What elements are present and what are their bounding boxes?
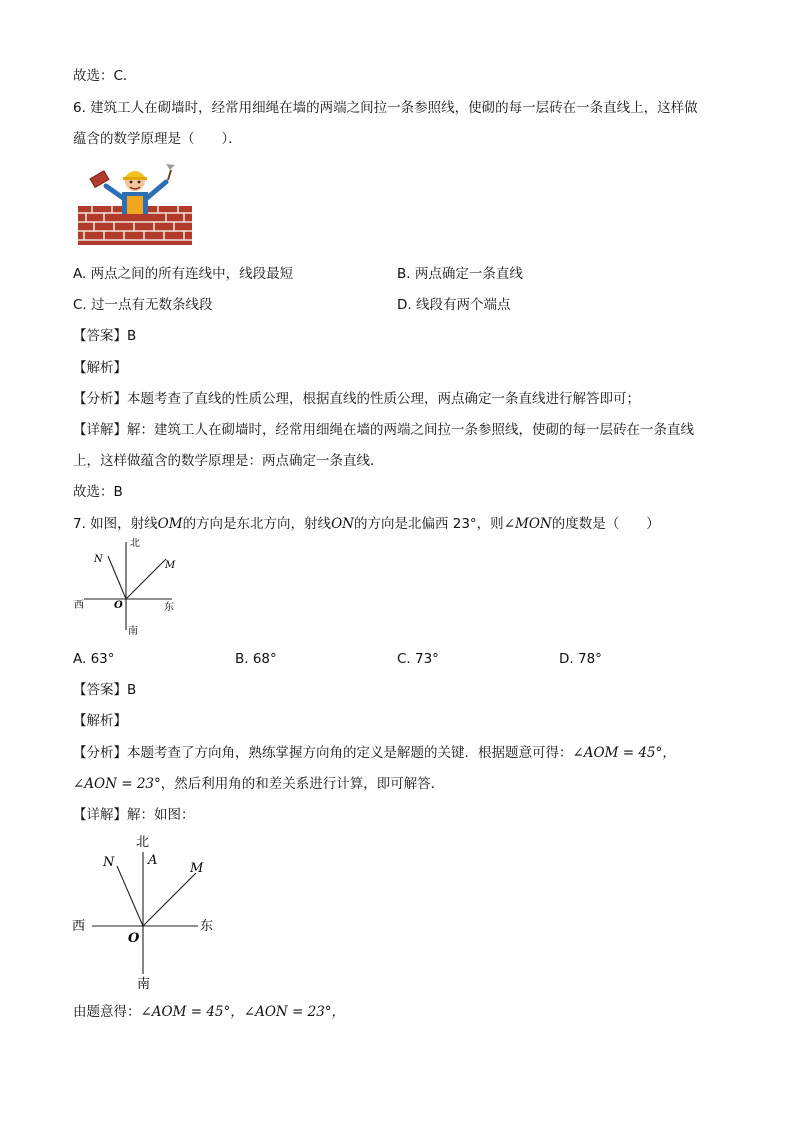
ray-on-line	[108, 556, 126, 599]
q7-xiangjie	[73, 805, 195, 825]
q5-conclusion: 故选：C．	[73, 68, 137, 84]
trowel	[166, 164, 175, 180]
q7-answer: 【答案】B	[73, 682, 137, 698]
label-north: 北	[130, 538, 140, 549]
sol-label-east: 东	[200, 919, 214, 934]
q7-stem-suffix: 的度数是（ ）	[551, 516, 660, 532]
q7-given-eq: ∠AOM = 45°，∠AON = 23°，	[140, 1004, 346, 1020]
q7-fenxi-text1: 本题考查了方向角，熟练掌握方向角的定义是解题的关键．根据题意可得：	[127, 745, 573, 761]
q6-conclusion: 故选：B	[73, 484, 123, 500]
sol-label-west: 西	[72, 919, 86, 934]
q7-fenxi-line2	[73, 774, 444, 794]
q6-analysis-title: 【解析】	[73, 360, 127, 376]
q7-analysis-title: 【解析】	[73, 713, 127, 729]
q6-xiangjie-text1: 解：建筑工人在砌墙时，经常用细绳在墙的两端之间拉一条参照线，使砌的每一层砖在一条直线	[127, 422, 694, 438]
label-o: O	[114, 600, 123, 611]
sol-ray-on-line	[117, 866, 143, 926]
q7-direction-figure	[72, 538, 184, 640]
q7-fenxi-text2: ，然后利用角的和差关系进行计算，即可解答．	[160, 776, 445, 792]
ray-om: OM	[157, 516, 183, 532]
sol-label-o: O	[128, 931, 140, 946]
label-west: 西	[74, 600, 84, 611]
q6-option-d: D. 线段有两个端点	[397, 297, 511, 313]
q6-xiangjie-label: 【详解】	[73, 422, 127, 438]
q7-fenxi-line1	[73, 743, 676, 763]
sol-ray-om-line	[143, 873, 196, 926]
bricklayer-illustration	[76, 164, 194, 246]
q6-option-a: A. 两点之间的所有连线中，线段最短	[73, 266, 294, 282]
q6-xiangjie-line1	[73, 420, 694, 440]
q7-fenxi-label: 【分析】	[73, 745, 127, 761]
label-n: N	[94, 554, 103, 565]
q6-option-b: B. 两点确定一条直线	[397, 266, 523, 282]
q6-stem-line2: 蕴含的数学原理是（ ）．	[73, 131, 242, 147]
ray-on: ON	[331, 516, 354, 532]
q7-option-a: A. 63°	[73, 651, 115, 667]
q6-xiangjie-line2: 上，这样做蕴含的数学原理是：两点确定一条直线．	[73, 453, 384, 469]
q7-stem-mid2: 的方向是北偏西 23°，则	[353, 516, 504, 532]
q7-stem-mid1: 的方向是东北方向，射线	[182, 516, 332, 532]
sol-label-n: N	[103, 855, 115, 870]
q7-solution-figure	[70, 830, 220, 990]
q7-xiangjie-text: 解：如图：	[127, 807, 195, 823]
q7-given	[73, 1002, 345, 1022]
sol-label-north: 北	[136, 835, 150, 850]
q7-stem-prefix: 7. 如图，射线	[73, 516, 158, 532]
label-south: 南	[128, 626, 138, 637]
label-east: 东	[164, 602, 174, 613]
q6-option-c: C. 过一点有无数条线段	[73, 297, 213, 313]
angle-mon: ∠MON	[503, 516, 552, 532]
sol-label-a: A	[148, 853, 158, 868]
q6-stem-line1: 6. 建筑工人在砌墙时，经常用细绳在墙的两端之间拉一条参照线，使砌的每一层砖在一条直线上，这样做	[73, 100, 698, 116]
ray-om-line	[126, 559, 166, 599]
q6-fenxi-label: 【分析】	[73, 391, 127, 407]
q7-xiangjie-label: 【详解】	[73, 807, 127, 823]
label-m: M	[165, 560, 176, 571]
q7-option-d: D. 78°	[559, 651, 602, 667]
sol-label-m: M	[190, 861, 204, 876]
q7-stem	[73, 514, 660, 534]
q6-answer: 【答案】B	[73, 328, 137, 344]
q7-option-c: C. 73°	[397, 651, 439, 667]
q7-fenxi-eq1: ∠AOM = 45°，	[572, 745, 676, 761]
sol-label-south: 南	[137, 977, 151, 990]
q7-fenxi-eq2: ∠AON = 23°	[73, 776, 161, 792]
q7-option-b: B. 68°	[235, 651, 277, 667]
q6-fenxi-text: 本题考查了直线的性质公理，根据直线的性质公理，两点确定一条直线进行解答即可；	[127, 391, 640, 407]
q6-fenxi	[73, 389, 640, 409]
q7-given-prefix: 由题意得：	[73, 1004, 141, 1020]
